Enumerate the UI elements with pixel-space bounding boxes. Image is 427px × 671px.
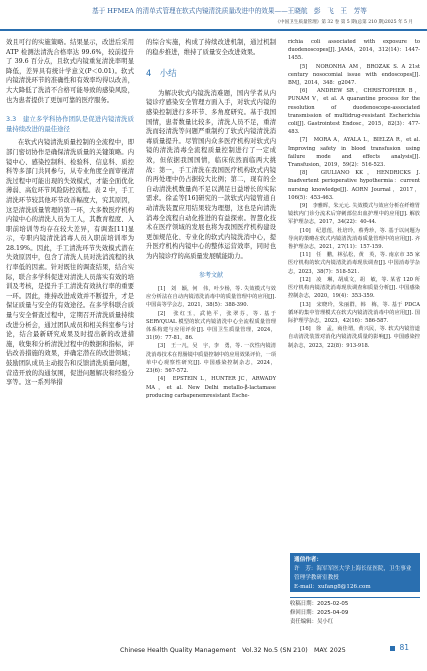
reference-item: [13] 宋晓玲，朱丽群，韩 梅，等. 基于 PDCA 循环的集中管理模式在软式内镜清洗消毒中的应用[J]. 国际护理学杂志，2023，42(16)：586-587. <box>288 301 420 324</box>
reference-item: [7] MORA A，AYALA L，BIELZA R，et al. Improving safety in blood transfusion using failure mode and effects analysis[J]. Transfusion，2019，59(2)：516-523. <box>288 137 420 169</box>
contact-email[interactable]: E-mail：xufang8@126.com <box>294 584 371 590</box>
column-right <box>288 38 420 350</box>
contact-name: 许 芳：海军军医大学上海长征医院，卫生事业管理学教研室教授 <box>294 566 412 581</box>
reference-item: [9] 李雅晖，朱元元. 失效模式与效应分析在纤维胃镜软内门诊分流术后穿刺部位出血护理中的应用[J]. 解放军护理杂志，2017，34(22)：40-44. <box>288 203 420 226</box>
reference-item: [1] 刘 颖，何 伟，叶少杨，等. 失效模式与效应分析法在自动内镜清洗消毒中的质量管理中的应用[J]. 中国高等学会志，2021，38(5)：388-390. <box>146 286 276 309</box>
header-divider <box>0 29 427 31</box>
section-heading-4: 4 小结 <box>146 68 177 79</box>
reference-item: [12] 凌 琳，胡成文，胡 敏，等. 某省 120 所医疗机构内镜清洗消毒现状调查和质量分析[J]. 中国感染控制杂志，2020，19(4)：353-359. <box>288 276 420 300</box>
reference-item: [11] 任 鹏，林弘松，黄 英，等. 南京市 35 家医疗机构的软式内镜清洗消毒现状调查[J]. 中国消毒学杂志，2023，38(7)：518-521. <box>288 252 420 275</box>
reference-item: [10] 纪恩莲，杜培玲，蔡秀珍，等. 基于以问题为导向的策略在软式内镜清洗消毒质量管理中的应用[J]. 齐鲁护理杂志，2021，27(11)：157-159. <box>288 227 420 251</box>
contact-label: 通信作者： <box>294 557 322 563</box>
reference-item: [6] ANDREW SR，CHRISTOPHER B，PUNAM V，et al. A quarantine process for the resolution of duodenoscope-associated transmission of multidrug-resistant Escherichia coli[J]. Gastrointest Endosc，2015，82(3)：477-483. <box>288 88 420 136</box>
running-header-title: 基于 HFMEA 的清单式管理在软式内镜清洗质量改进中的效果——王晓航 彭 飞 王 芳等 <box>92 7 367 15</box>
body-paragraph: 为解决软式内镜洗消难题，国内学者从内镜诊疗感染安全管理方面入手，对软式内镜的感染控制进行多环节、多角度研究。基于我国国情，患者数量比较多，清洗人员不足，重清洗而轻清洗等问题严重制约了软式内镜清洗消毒质量提升。尽管国内众多医疗机构对软式内镜的清洗消毒全流程质量控制进行了一定成效，但依据我国国情，临床依然面临两大挑战：第一，手工清洗在我国医疗机构软式内镜的再处理中仍占据较大比例；第二，现有的全自动清洗机数量尚不足以满足日益增长的实际需求。徐孟等[16]研究的一款软式内镜管道自动清洗装置应用结果较为理想，这也是向清洗消毒全流程自动化推进的有益探索。智慧化技术在医疗领域的发展也将为我国医疗机构建设更加规范化、专业化的软式内镜洗消中心，提升医疗机构内镜中心的整体运营效率，同时也为内镜诊疗的高质量发展赋能助力。 <box>146 89 276 260</box>
section-heading-3-3: 3.3 建立多学科协作团队是促进内镜清洗质量持续改进的最佳途径 <box>6 115 134 133</box>
column-left <box>6 38 134 388</box>
column-middle <box>146 38 276 400</box>
page-number-value: 81 <box>399 643 409 652</box>
revised-date: 修回日期：2025-04-09 <box>290 610 349 616</box>
corresponding-author-box <box>290 553 420 592</box>
page-footer <box>0 643 427 659</box>
reference-item: [3] 王一凡，吴 宇，李 勇，等. 一次性内镜清洗消毒技术在胃肠镜中质量控制中的应用效果评价，一项单中心观察性研究[J]. 中国感染控制杂志，2024，23(6)：567-572. <box>146 343 276 375</box>
footer-journal-info: Chinese Health Quality Management Vol.32 No.5 (SN 210) MAY. 2025 <box>120 647 346 654</box>
reference-item: richia coli associated with exposure to duodenoscopes[J]. JAMA，2014，312(14)：1447-1455. <box>288 39 420 62</box>
journal-citation: 《中国卫生质量管理》第 32 卷 第 5 期(总第 210 期)2025 年 5 月 <box>275 20 413 25</box>
reference-item: [4] EPSTEIN L，HUNTER JC，ARWADY MA，et al. New Delhi metallo-β-lactamase producing carbapenemresistant Esche- <box>146 376 276 399</box>
running-header <box>0 0 427 36</box>
reference-item: [8] GIULIANO KK，HENDRICKS J. Inadvertent perioperative hypothermia：current nursing knowledge[J]. AORN Journal，2017，106(5)：453-463. <box>288 170 420 201</box>
page-number <box>390 643 409 652</box>
body-paragraph: 在软式内镜清洗质量控制的全流程中，即部门密切协作是确保清洗质量的关键策略。内镜中心、感染控制科、检验科、信息科、质控科等多部门共同参与，从专业角度全面审视清洗过程中可能出现的失效模式，才能全面优化薄弱、高危环节风险防控流程。表 2 中，手工清洗环节较其他环节改善幅度大，究其原因，这是清洗质量管理的第一环，大多数医疗机构内镜中心的清洗人员为工人，其教育程度、入职前培训等均存在较大差异，有调查[11]显示，专职内镜清洗消毒人员入职前培训率为 28.19%。因此，手工清洗环节失效模式潜在失效原因中，包含了清洗人员对洗消流程的执行率低的因素。针对既往的调查结果，结合实际，联合多学科促进对清洗人员落实有效的培训及考核，是提升手工清洗有效执行率的重要一环。因此，维持改进成效并不断提升，才是保证质量与安全的有效途径。在多学科联合质量与安全督查过程中，定期召开清洗质量持续改进分析会，通过团队成员和相关科室参与讨论，结合最新研究成果及时提出新的改进措施，收集和分析清洗过程中的数据和指标，评估改善措施的效果，并确定潜在的改进领域；鼓励团队成员主动报告和反馈清洗质量问题，营造开放的沟通氛围，促进问题解决和经验分享等。这一系列举措 <box>6 139 134 387</box>
page-marker-icon <box>390 646 395 651</box>
reference-item: [2] 张红玉，武艳平，张翠芬，等. 基于 SERVQUAL 模型的软式内镜清洗中心全流程质量管理体系构建与应用评价[J]. 中国卫生质量管理，2024，31(9)：77-81，86. <box>146 310 276 342</box>
article-dates <box>290 597 420 627</box>
received-date: 收稿日期：2025-02-05 <box>290 601 349 607</box>
body-paragraph: 效且可行的实施策略。结果显示，改进后采用 ATP 检测法清洗合格率达 99.6%，较前提升了 39.6 百分点，且软式内镜重复清洗率明显降低，差异具有统计学意义(P＜0.01)。软式内镜清洗环节的准确性和有效率均得以改善，大大降低了洗消不合格可能导致的感染风险，也为患者提供了更加可靠的医疗服务。 <box>6 39 134 104</box>
reference-item: [5] NORONHA AM，BROZAK S. A 21st century nosocomial issue with endoscopes[J]. BMJ，2014，348：g2047. <box>288 63 420 87</box>
body-paragraph: 的综合实施，构成了持续改进机制，通过机制的稳步推进，维持了质量安全改进效果。 <box>146 39 276 56</box>
reference-item: [16] 徐 孟，商佳谓，黄兴民，等. 软式内镜管道自动清洗装置对消化内镜清洗质量的影响[J]. 中国感染控制杂志，2023，22(8)：913-918. <box>288 326 420 349</box>
responsible-editor: 责任编辑：吴小红 <box>290 619 334 625</box>
references-title: 参考文献 <box>198 272 223 280</box>
